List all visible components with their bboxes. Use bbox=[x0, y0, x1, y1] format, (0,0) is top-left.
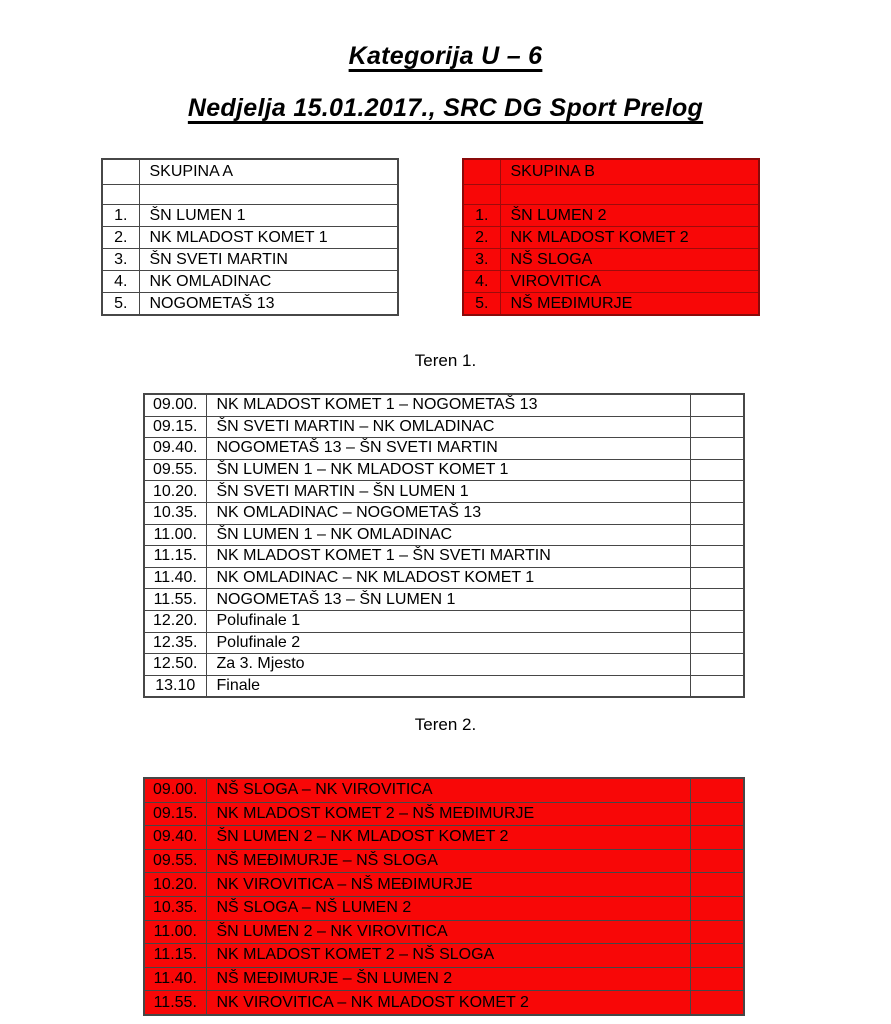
team-row bbox=[102, 293, 398, 316]
result-cell bbox=[690, 896, 744, 920]
match-row bbox=[144, 394, 744, 416]
team-row bbox=[102, 249, 398, 271]
match-time-cell: 10.35. bbox=[144, 896, 206, 920]
spacer-row bbox=[463, 185, 759, 205]
match-time-cell: 11.40. bbox=[144, 567, 206, 589]
match-time-cell: 13.10 bbox=[144, 675, 206, 697]
group-header-cell: SKUPINA A bbox=[139, 159, 398, 185]
result-cell bbox=[690, 873, 744, 897]
match-row bbox=[144, 438, 744, 460]
result-cell bbox=[690, 546, 744, 568]
match-name-cell: ŠN LUMEN 1 – NK MLADOST KOMET 1 bbox=[206, 459, 690, 481]
match-row bbox=[144, 632, 744, 654]
team-number-cell: 2. bbox=[102, 227, 139, 249]
table-row bbox=[463, 159, 759, 185]
match-time-cell: 11.55. bbox=[144, 589, 206, 611]
result-cell bbox=[690, 416, 744, 438]
match-name-cell: NOGOMETAŠ 13 – ŠN SVETI MARTIN bbox=[206, 438, 690, 460]
match-name-cell: NK MLADOST KOMET 2 – NŠ MEĐIMURJE bbox=[206, 802, 690, 826]
team-name-cell: ŠN LUMEN 1 bbox=[139, 205, 398, 227]
match-time-cell: 09.40. bbox=[144, 438, 206, 460]
match-row bbox=[144, 567, 744, 589]
page-title: Kategorija U – 6 bbox=[348, 42, 543, 70]
match-time-cell: 10.35. bbox=[144, 502, 206, 524]
table-row bbox=[102, 159, 398, 185]
team-name-cell: VIROVITICA bbox=[500, 271, 759, 293]
result-cell bbox=[690, 849, 744, 873]
match-name-cell: NŠ SLOGA – NŠ LUMEN 2 bbox=[206, 896, 690, 920]
group-b-table bbox=[462, 158, 760, 316]
result-cell bbox=[690, 654, 744, 676]
match-name-cell: Finale bbox=[206, 675, 690, 697]
teren2-schedule-table bbox=[143, 777, 745, 1016]
empty-cell bbox=[500, 185, 759, 205]
match-row bbox=[144, 967, 744, 991]
result-cell bbox=[690, 481, 744, 503]
match-name-cell: NK VIROVITICA – NK MLADOST KOMET 2 bbox=[206, 991, 690, 1015]
match-time-cell: 11.15. bbox=[144, 944, 206, 968]
group-header-cell: SKUPINA B bbox=[500, 159, 759, 185]
team-number-cell: 1. bbox=[463, 205, 500, 227]
team-row bbox=[102, 205, 398, 227]
match-name-cell: NK MLADOST KOMET 1 – NOGOMETAŠ 13 bbox=[206, 394, 690, 416]
empty-cell bbox=[102, 185, 139, 205]
team-number-cell: 4. bbox=[463, 271, 500, 293]
match-name-cell: ŠN SVETI MARTIN – NK OMLADINAC bbox=[206, 416, 690, 438]
match-time-cell: 09.00. bbox=[144, 394, 206, 416]
team-number-cell: 5. bbox=[102, 293, 139, 316]
team-number-cell: 1. bbox=[102, 205, 139, 227]
result-cell bbox=[690, 438, 744, 460]
team-name-cell: NŠ SLOGA bbox=[500, 249, 759, 271]
match-row bbox=[144, 802, 744, 826]
match-time-cell: 12.35. bbox=[144, 632, 206, 654]
match-row bbox=[144, 944, 744, 968]
match-row bbox=[144, 849, 744, 873]
match-name-cell: NK MLADOST KOMET 2 – NŠ SLOGA bbox=[206, 944, 690, 968]
match-row bbox=[144, 589, 744, 611]
match-time-cell: 11.40. bbox=[144, 967, 206, 991]
match-name-cell: Za 3. Mjesto bbox=[206, 654, 690, 676]
result-cell bbox=[690, 632, 744, 654]
match-row bbox=[144, 920, 744, 944]
team-row bbox=[102, 227, 398, 249]
result-cell bbox=[690, 502, 744, 524]
team-name-cell: NŠ MEĐIMURJE bbox=[500, 293, 759, 316]
team-row bbox=[102, 271, 398, 293]
match-row bbox=[144, 502, 744, 524]
team-number-cell: 2. bbox=[463, 227, 500, 249]
match-time-cell: 09.40. bbox=[144, 826, 206, 850]
result-cell bbox=[690, 524, 744, 546]
result-cell bbox=[690, 778, 744, 802]
teren2-label: Teren 2. bbox=[414, 715, 477, 734]
team-number-cell: 4. bbox=[102, 271, 139, 293]
spacer-row bbox=[102, 185, 398, 205]
team-row bbox=[463, 249, 759, 271]
match-row bbox=[144, 991, 744, 1015]
result-cell bbox=[690, 967, 744, 991]
team-name-cell: NK MLADOST KOMET 2 bbox=[500, 227, 759, 249]
match-time-cell: 10.20. bbox=[144, 873, 206, 897]
match-time-cell: 12.50. bbox=[144, 654, 206, 676]
match-time-cell: 11.15. bbox=[144, 546, 206, 568]
match-row bbox=[144, 654, 744, 676]
result-cell bbox=[690, 802, 744, 826]
team-row bbox=[463, 227, 759, 249]
match-row bbox=[144, 481, 744, 503]
team-number-cell: 5. bbox=[463, 293, 500, 316]
match-row bbox=[144, 873, 744, 897]
match-time-cell: 09.55. bbox=[144, 459, 206, 481]
result-cell bbox=[690, 567, 744, 589]
team-row bbox=[463, 271, 759, 293]
result-cell bbox=[690, 610, 744, 632]
group-a-table bbox=[101, 158, 399, 316]
team-name-cell: NK MLADOST KOMET 1 bbox=[139, 227, 398, 249]
match-name-cell: NOGOMETAŠ 13 – ŠN LUMEN 1 bbox=[206, 589, 690, 611]
result-cell bbox=[690, 589, 744, 611]
match-row bbox=[144, 896, 744, 920]
corner-cell bbox=[102, 159, 139, 185]
match-name-cell: Polufinale 1 bbox=[206, 610, 690, 632]
result-cell bbox=[690, 394, 744, 416]
match-row bbox=[144, 610, 744, 632]
match-name-cell: NK OMLADINAC – NK MLADOST KOMET 1 bbox=[206, 567, 690, 589]
match-row bbox=[144, 546, 744, 568]
team-number-cell: 3. bbox=[102, 249, 139, 271]
team-number-cell: 3. bbox=[463, 249, 500, 271]
empty-cell bbox=[463, 185, 500, 205]
result-cell bbox=[690, 920, 744, 944]
result-cell bbox=[690, 826, 744, 850]
match-name-cell: NŠ MEĐIMURJE – ŠN LUMEN 2 bbox=[206, 967, 690, 991]
corner-cell bbox=[463, 159, 500, 185]
result-cell bbox=[690, 991, 744, 1015]
match-name-cell: NK OMLADINAC – NOGOMETAŠ 13 bbox=[206, 502, 690, 524]
match-name-cell: ŠN LUMEN 2 – NK MLADOST KOMET 2 bbox=[206, 826, 690, 850]
match-time-cell: 10.20. bbox=[144, 481, 206, 503]
match-name-cell: NŠ SLOGA – NK VIROVITICA bbox=[206, 778, 690, 802]
match-time-cell: 09.15. bbox=[144, 802, 206, 826]
match-time-cell: 11.55. bbox=[144, 991, 206, 1015]
team-name-cell: NK OMLADINAC bbox=[139, 271, 398, 293]
match-row bbox=[144, 524, 744, 546]
match-row bbox=[144, 416, 744, 438]
team-name-cell: NOGOMETAŠ 13 bbox=[139, 293, 398, 316]
match-time-cell: 09.15. bbox=[144, 416, 206, 438]
empty-cell bbox=[139, 185, 398, 205]
match-name-cell: NŠ MEĐIMURJE – NŠ SLOGA bbox=[206, 849, 690, 873]
result-cell bbox=[690, 675, 744, 697]
match-row bbox=[144, 675, 744, 697]
match-row bbox=[144, 826, 744, 850]
match-time-cell: 09.00. bbox=[144, 778, 206, 802]
result-cell bbox=[690, 459, 744, 481]
team-name-cell: ŠN LUMEN 2 bbox=[500, 205, 759, 227]
match-time-cell: 12.20. bbox=[144, 610, 206, 632]
match-time-cell: 11.00. bbox=[144, 920, 206, 944]
teren1-label: Teren 1. bbox=[414, 351, 477, 370]
match-row bbox=[144, 778, 744, 802]
result-cell bbox=[690, 944, 744, 968]
team-row bbox=[463, 293, 759, 316]
teren1-schedule-table bbox=[143, 393, 745, 698]
match-name-cell: ŠN LUMEN 1 – NK OMLADINAC bbox=[206, 524, 690, 546]
team-row bbox=[463, 205, 759, 227]
match-name-cell: NK VIROVITICA – NŠ MEĐIMURJE bbox=[206, 873, 690, 897]
match-row bbox=[144, 459, 744, 481]
team-name-cell: ŠN SVETI MARTIN bbox=[139, 249, 398, 271]
match-time-cell: 09.55. bbox=[144, 849, 206, 873]
page-subtitle: Nedjelja 15.01.2017., SRC DG Sport Prelog bbox=[187, 94, 704, 122]
match-name-cell: ŠN SVETI MARTIN – ŠN LUMEN 1 bbox=[206, 481, 690, 503]
match-name-cell: Polufinale 2 bbox=[206, 632, 690, 654]
match-name-cell: ŠN LUMEN 2 – NK VIROVITICA bbox=[206, 920, 690, 944]
match-name-cell: NK MLADOST KOMET 1 – ŠN SVETI MARTIN bbox=[206, 546, 690, 568]
match-time-cell: 11.00. bbox=[144, 524, 206, 546]
